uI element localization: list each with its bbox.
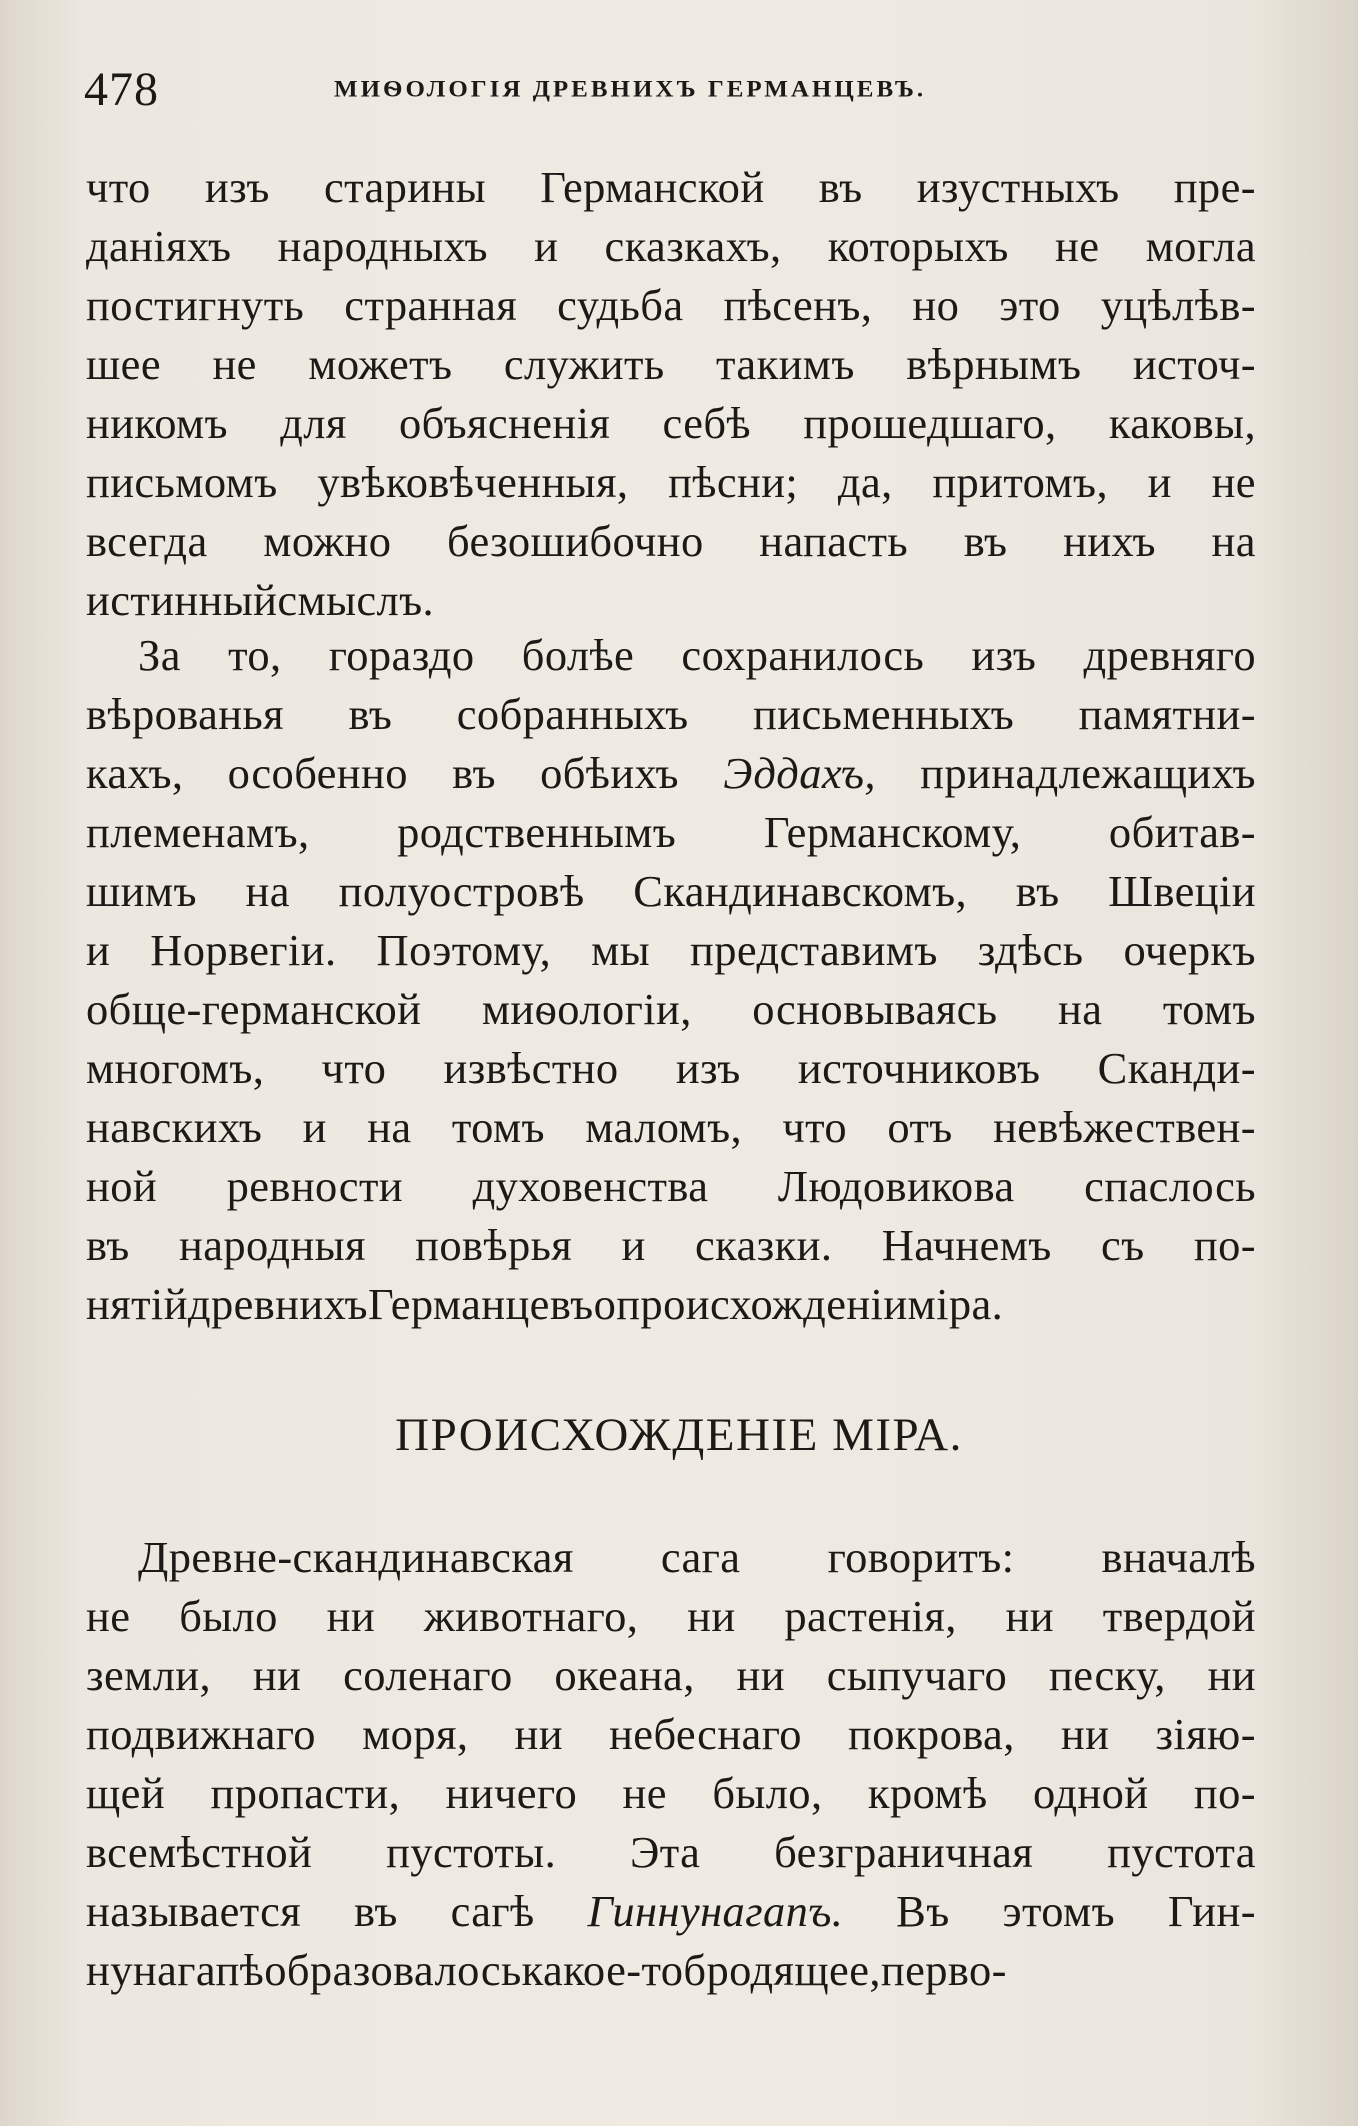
text-line: кахъ, особенно въ обѣихъ Эддахъ, принадлежащихъ: [86, 748, 1256, 798]
text-line: въ народныя повѣрья и сказки. Начнемъ съ по-: [86, 1220, 1256, 1270]
text-line: вѣрованья въ собранныхъ письменныхъ памятни-: [86, 689, 1256, 739]
paragraph-1: [86, 158, 1256, 630]
text-line: нунагапѣ образовалось какое-то бродящее, перво-: [86, 1945, 1007, 1995]
text-line: подвижнаго моря, ни небеснаго покрова, ни зіяю-: [86, 1709, 1256, 1759]
text-line: шимъ на полуостровѣ Скандинавскомъ, въ Швеціи: [86, 866, 1256, 916]
text-line: что изъ старины Германской въ изустныхъ пре-: [86, 162, 1256, 212]
text-line: племенамъ, родственнымъ Германскому, обитав-: [86, 807, 1256, 857]
text-line: всегда можно безошибочно напасть въ нихъ на: [86, 516, 1256, 566]
text-line: За то, гораздо болѣе сохранилось изъ древняго: [138, 630, 1256, 680]
running-title: МИѲОЛОГІЯ ДРЕВНИХЪ ГЕРМАНЦЕВЪ.: [334, 77, 927, 102]
text-line: ной ревности духовенства Людовикова спаслось: [86, 1161, 1256, 1211]
text-line: письмомъ увѣковѣченныя, пѣсни; да, притомъ, и не: [86, 457, 1256, 507]
text-line: нятій древнихъ Германцевъ о происхожденіи міра.: [86, 1279, 1004, 1329]
text-line: даніяхъ народныхъ и сказкахъ, которыхъ не могла: [86, 221, 1256, 271]
paragraph-3: [86, 1528, 1256, 2000]
text-line: и Норвегіи. Поэтому, мы представимъ здѣсь очеркъ: [86, 925, 1256, 975]
text-line: называется въ сагѣ Гиннунагапъ. Въ этомъ Гин-: [86, 1886, 1256, 1936]
text-line: постигнуть странная судьба пѣсенъ, но это уцѣлѣв-: [86, 280, 1256, 330]
text-line: обще-германской миѳологіи, основываясь на томъ: [86, 984, 1256, 1034]
page-number: 478: [84, 63, 159, 116]
text-line: щей пропасти, ничего не было, кромѣ одной по-: [86, 1768, 1256, 1818]
section-heading: ПРОИСХОЖДЕНІЕ МІРА.: [395, 1409, 963, 1461]
text-line: земли, ни соленаго океана, ни сыпучаго песку, ни: [86, 1650, 1256, 1700]
paragraph-2: [86, 626, 1256, 1334]
page-header: [84, 62, 1264, 122]
text-line: Древне-скандинавская сага говоритъ: вначалѣ: [138, 1532, 1256, 1582]
text-line: истинный смыслъ.: [86, 575, 435, 625]
text-line: не было ни животнаго, ни растенія, ни твердой: [86, 1591, 1256, 1641]
text-line: всемѣстной пустоты. Эта безграничная пустота: [86, 1827, 1256, 1877]
text-line: навскихъ и на томъ маломъ, что отъ невѣжествен-: [86, 1102, 1256, 1152]
text-line: никомъ для объясненія себѣ прошедшаго, каковы,: [86, 398, 1256, 448]
text-line: шее не можетъ служить такимъ вѣрнымъ источ-: [86, 339, 1256, 389]
text-line: многомъ, что извѣстно изъ источниковъ Сканди-: [86, 1043, 1256, 1093]
